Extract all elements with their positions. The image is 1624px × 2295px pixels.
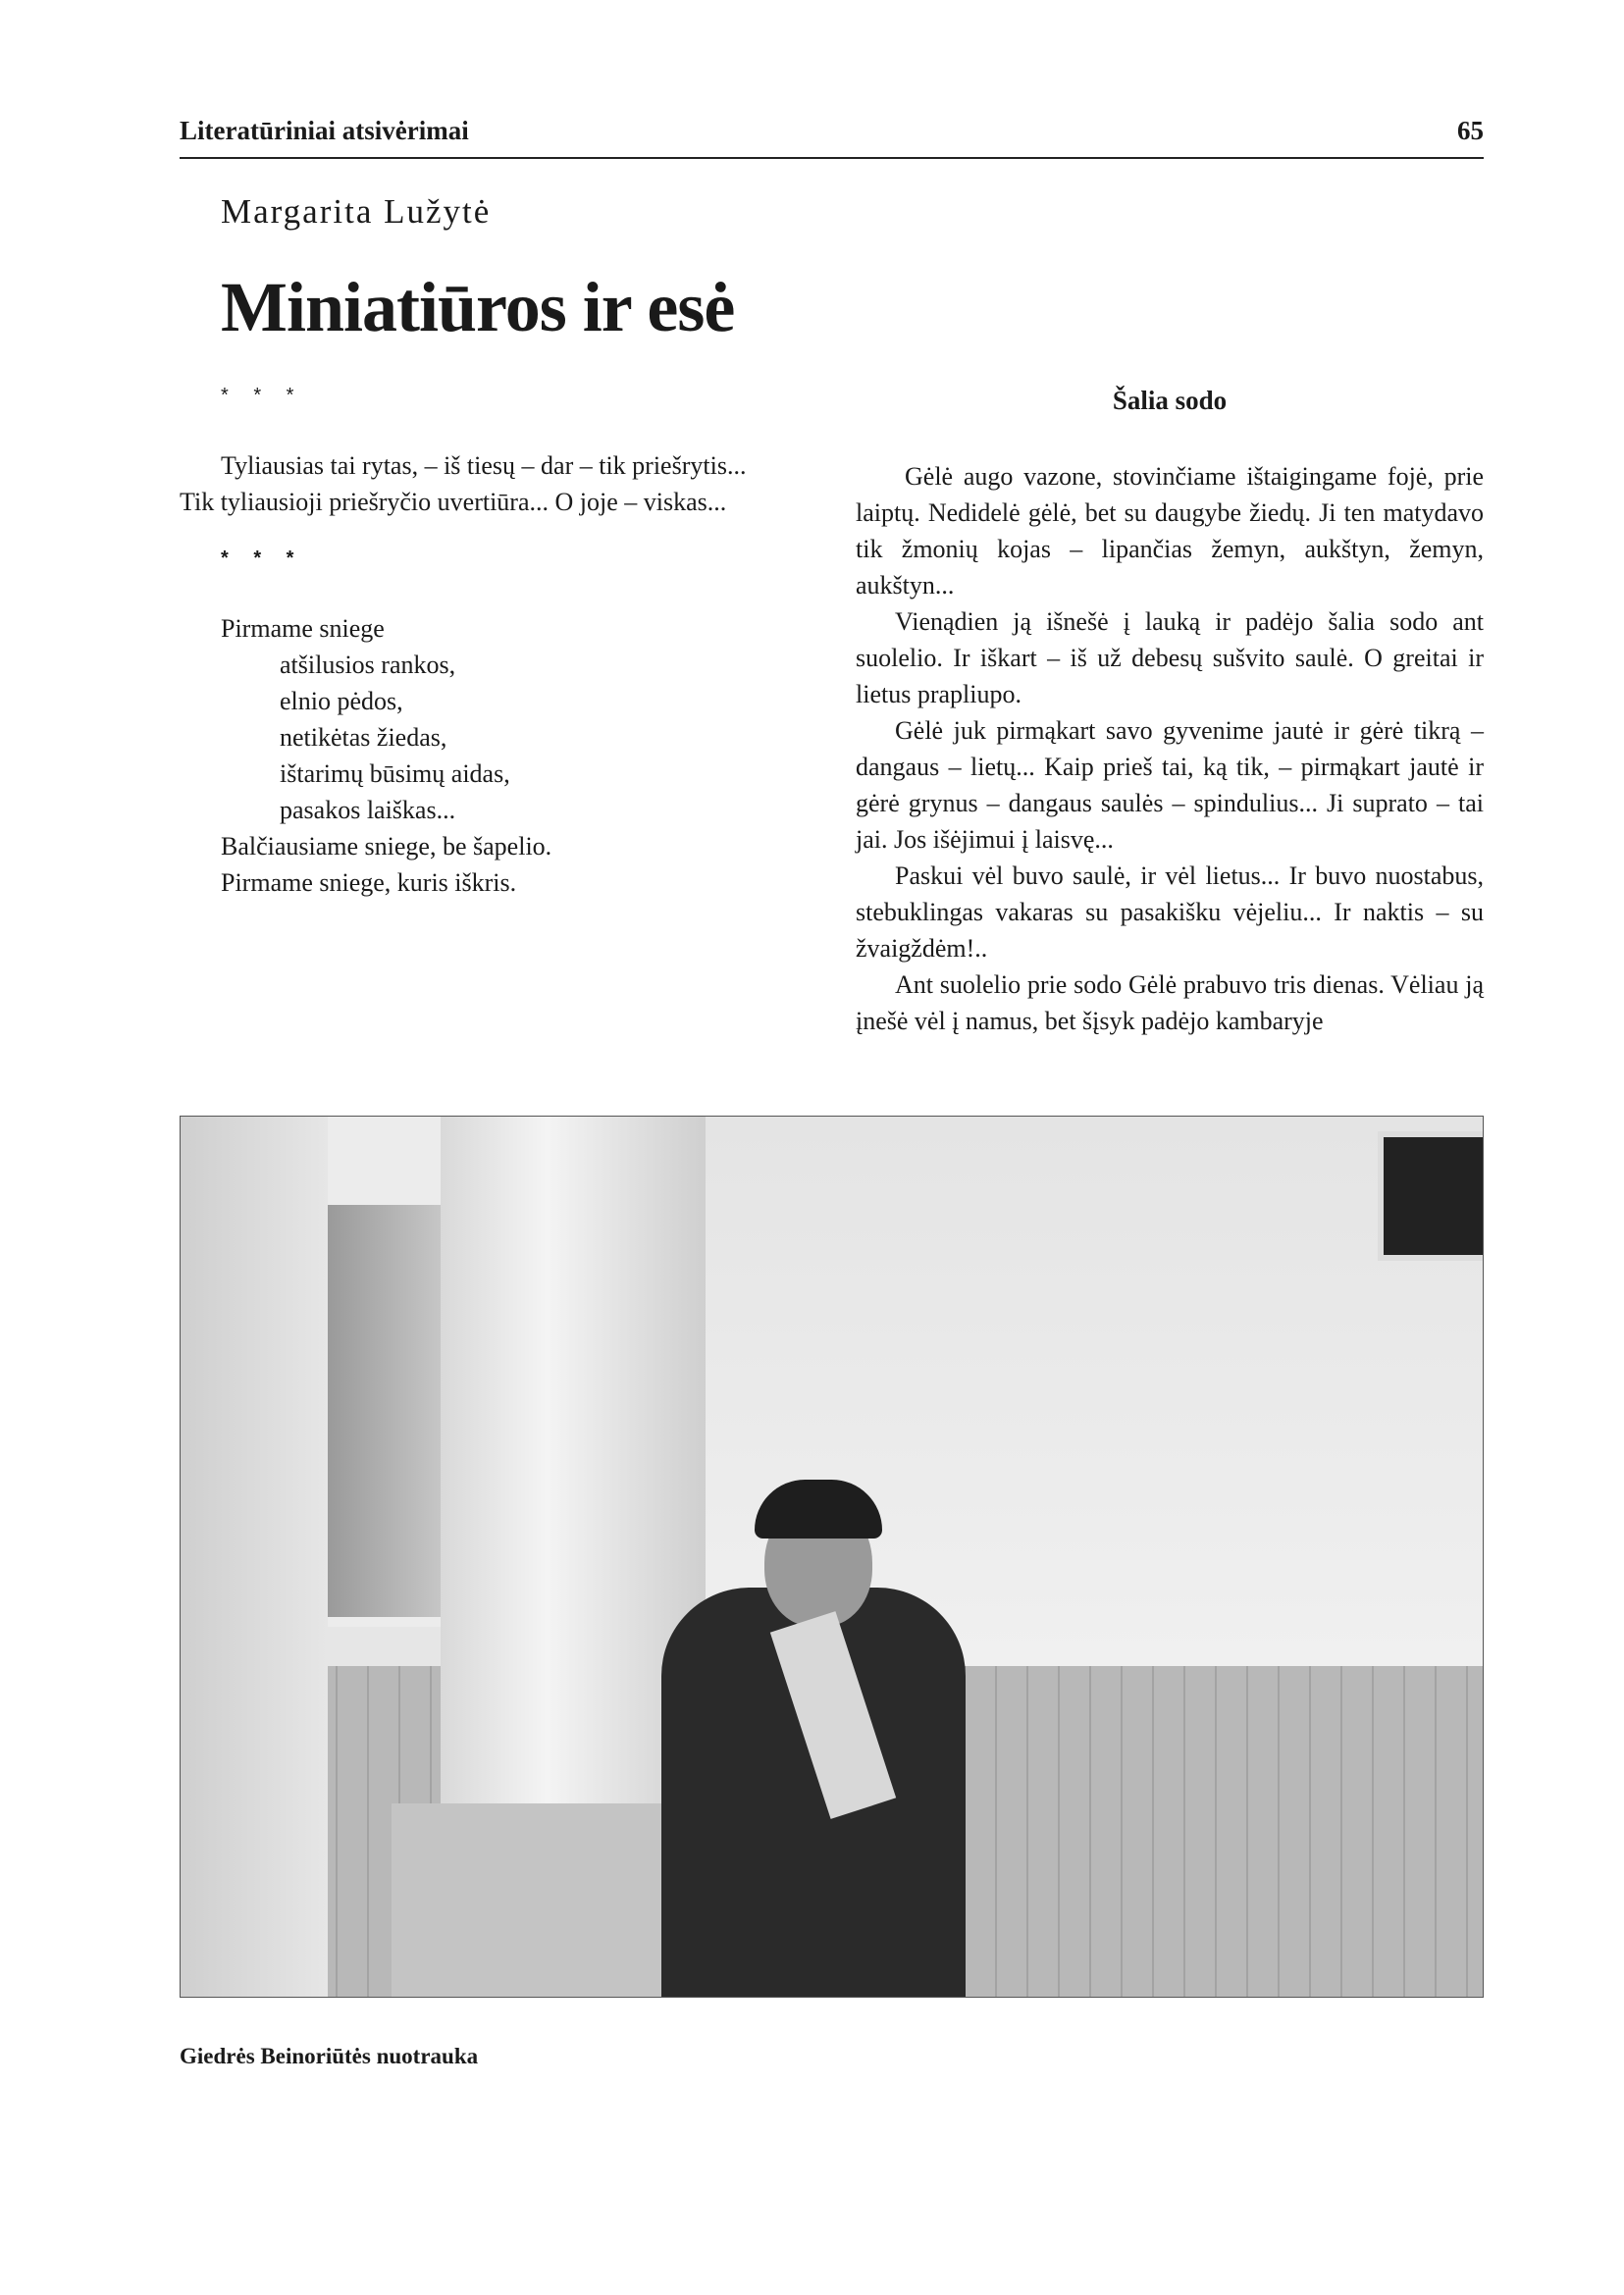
- photo-caption: Giedrės Beinoriūtės nuotrauka: [180, 2044, 479, 2068]
- prose-line: Tik tyliausioji priešryčio uvertiūra... O joje – viskas...: [180, 488, 727, 516]
- paragraph: Gėlė juk pirmąkart savo gyvenime jautė ir gėrė tikrą – dangaus – lietų... Kaip prieš tai, ką tik, – pirmąkart jautė ir gėrė grynus – dangaus saulės – spindulius... Ji suprato – tai jai. Jos išėjimui į laisvę...: [856, 716, 1484, 854]
- author-photo: [180, 1116, 1484, 1998]
- running-header-section: Literatūriniai atsivėrimai: [180, 116, 469, 145]
- left-column: [181, 1117, 328, 1998]
- header-rule: [180, 157, 1484, 159]
- paragraph: Vienądien ją išnešė į lauką ir padėjo šalia sodo ant suolelio. Ir iškart – iš už debesų sušvito saulė. O greitai ir lietus prapliupo.: [856, 607, 1484, 708]
- prose-line: Tyliausias tai rytas, – iš tiesų – dar – tik priešrytis...: [221, 451, 747, 480]
- poem-line: atšilusios rankos,: [280, 651, 456, 679]
- poem-line: Balčiausiame sniege, be šapelio.: [221, 832, 552, 861]
- page-number: 65: [1457, 116, 1484, 145]
- paragraph: Gėlė augo vazone, stovinčiame ištaigingame fojė, prie laiptų. Nedidelė gėlė, bet su daugybe žiedų. Ji ten matydavo tik žmonių kojas – lipančias žemyn, aukštyn, žemyn, aukštyn...: [856, 462, 1484, 600]
- poem-line: netikėtas žiedas,: [280, 723, 447, 752]
- background-trees: [328, 1205, 445, 1617]
- essay-body: [856, 458, 1484, 1039]
- section-separator: * * *: [221, 385, 304, 406]
- paragraph: Ant suolelio prie sodo Gėlė prabuvo tris dienas. Vėliau ją įnešė vėl į namus, bet šįsyk padėjo kambaryje: [856, 970, 1484, 1035]
- window: [1378, 1131, 1484, 1261]
- author-name: Margarita Lužytė: [221, 192, 492, 231]
- poem-line: ištarimų būsimų aidas,: [280, 759, 510, 788]
- section-heading: Šalia sodo: [1112, 386, 1228, 415]
- article-title: Miniatiūros ir esė: [221, 268, 735, 346]
- poem-line: Pirmame sniege: [221, 614, 385, 643]
- section-separator: * * *: [221, 548, 304, 569]
- poem-line: Pirmame sniege, kuris iškris.: [221, 868, 517, 897]
- paragraph: Paskui vėl buvo saulė, ir vėl lietus... Ir buvo nuostabus, stebuklingas vakaras su pasakišku vėjeliu... Ir naktis – su žvaigždėm!..: [856, 861, 1484, 963]
- poem-line: pasakos laiškas...: [280, 796, 456, 824]
- poem-line: elnio pėdos,: [280, 687, 403, 715]
